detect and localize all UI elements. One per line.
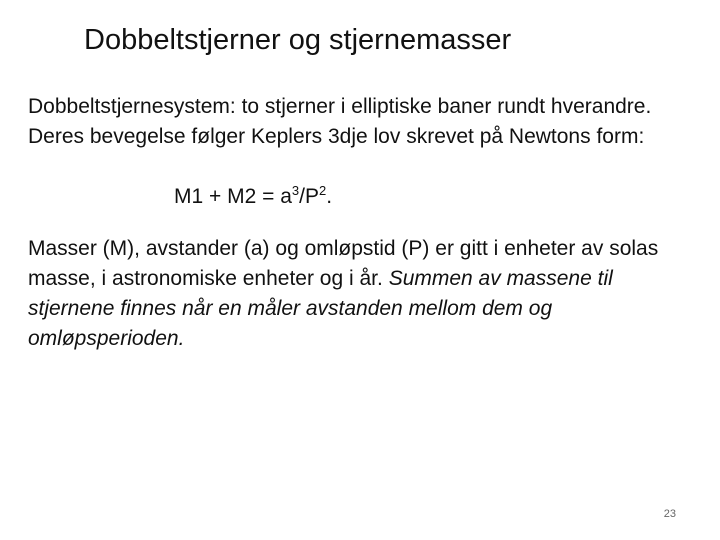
- formula-divider: /P: [299, 185, 319, 208]
- formula-lhs: M1 + M2 = a: [174, 185, 292, 208]
- formula-exponent-a: 3: [291, 183, 300, 198]
- slide-body: [28, 92, 698, 354]
- units-paragraph: [28, 234, 698, 354]
- units-text: Masser (M), avstander (a) og omløpstid (P) er gitt i enheter av solas masse, i astronomiske enheter og i år.: [28, 237, 659, 290]
- formula-end: .: [326, 185, 333, 208]
- intro-paragraph: Dobbeltstjernesystem: to stjerner i elliptiske baner rundt hverandre. Deres bevegelse følger Keplers 3dje lov skrevet på Newtons form:: [28, 95, 652, 148]
- mass-sum-text: Summen av massene til stjernene finnes når en måler avstanden mellom dem og omløpsperioden.: [28, 267, 613, 350]
- formula-exponent-p: 2: [318, 183, 327, 198]
- kepler-formula: [174, 182, 698, 212]
- slide-title: Dobbeltstjerner og stjernemasser: [84, 24, 512, 56]
- slide-number: 23: [663, 508, 676, 520]
